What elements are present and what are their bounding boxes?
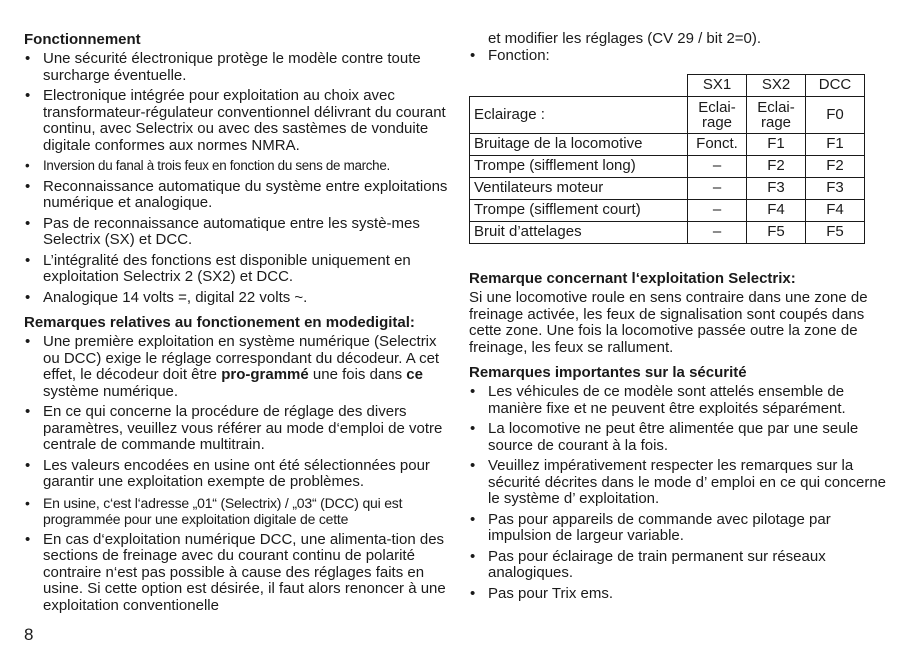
bullet-icon: • [25,403,31,420]
table-cell: F2 [747,156,806,178]
list-item: • L’intégralité des fonctions est disponible uniquement en exploitation Selectrix 2 (SX2) et DCC. [25,251,411,285]
safety-title: Remarques importantes sur la sécurité [469,364,747,381]
table-cell: F3 [747,178,806,200]
table-cell: F5 [806,222,865,244]
left-column [24,31,449,618]
list-item: • Electronique intégrée pour exploitation au choix avec transformateur-régulateur conventionnel délivrant du courant continu, avec Selectrix ou avec des sastèmes de vonduite digitale conformes aux normes NMRA. [25,87,446,154]
table-row [470,156,865,178]
bullet-icon: • [25,50,31,67]
table-cell: Bruit d’attelages [470,222,688,244]
table-row [470,134,865,156]
function-table [469,74,865,244]
bullet-icon: • [25,214,31,232]
continuation-text: et modifier les réglages (CV 29 / bit 2=0). [488,30,762,47]
bullet-icon: • [25,456,31,474]
table-cell: F2 [806,156,865,178]
list-item: • Une première exploitation en système numérique (Selectrix ou DCC) exige le réglage correspondant du décodeur. A cet effet, le décodeur doit être pro-grammé une fois dans ce système numérique. [25,333,440,400]
table-cell: Eclai-rage [747,97,806,134]
table-cell: Eclai-rage [688,97,747,134]
list-item: • Pas pour Trix ems. [470,584,614,602]
bullet-icon: • [25,494,30,511]
table-cell: F1 [806,134,865,156]
safety-list [469,384,889,602]
bullet-icon: • [470,547,476,565]
table-header-cell: DCC [806,75,865,97]
list-item: • Analogique 14 volts =, digital 22 volts ~. [25,288,308,306]
bullet-icon: • [25,333,31,350]
list-item: • En cas d‘exploitation numérique DCC, une alimenta-tion des sections de freinage avec du courant continu de polarité contraire n‘est pas possible à cause des réglages faits en usine. Si cette option est désirée, il faut alors renoncer à une exploitation conventionelle [25,530,446,614]
table-cell: F5 [747,222,806,244]
table-row [470,97,865,134]
table-row [470,200,865,222]
table-header-cell: SX2 [747,75,806,97]
bullet-icon: • [25,288,31,306]
table-row [470,178,865,200]
table-header-cell [470,75,688,97]
section-title-mode-digital: Remarques relatives au fonctionement en modedigital: [24,314,415,331]
bullet-icon: • [470,584,476,602]
table-cell: – [688,200,747,222]
right-column [469,31,889,606]
table-header-row [470,75,865,97]
table-cell: F0 [806,97,865,134]
fonction-list [469,48,889,65]
table-cell: Ventilateurs moteur [470,178,688,200]
bullet-icon: • [25,177,31,195]
table-cell: Eclairage : [470,97,688,134]
list-item: • Pas pour éclairage de train permanent sur réseaux analogiques. [470,547,826,581]
list-item: • Veuillez impérativement respecter les remarques sur la sécurité décrites dans le mode d’ emploi en ce qui concerne le système d’ exploitation. [470,457,886,507]
list-item: • Inversion du fanal à trois feux en fonction du sens de marche. [25,158,390,173]
table-cell: Trompe (sifflement long) [470,156,688,178]
table-cell: Fonct. [688,134,747,156]
table-cell: F4 [747,200,806,222]
selectrix-note-title: Remarque concernant l‘exploitation Selectrix: [469,270,796,287]
list-item: • En ce qui concerne la procédure de réglage des divers paramètres, veuillez vous référer au mode d‘emploi de votre centrale de commande multitrain. [25,403,443,453]
table-cell: – [688,156,747,178]
table-header-cell: SX1 [688,75,747,97]
list-item [469,48,889,65]
bullet-icon: • [470,457,476,474]
table-cell: F4 [806,200,865,222]
table-cell: Bruitage de la locomotive [470,134,688,156]
bullet-icon: • [470,46,476,64]
section-title-fonctionnement: Fonctionnement [24,31,141,48]
table-cell: – [688,178,747,200]
list-item: • En usine, c‘est l‘adresse „01“ (Selectrix) / „03“ (DCC) qui est programmée pour une exploitation digitale de cette [25,494,403,527]
bullet-icon: • [25,251,31,269]
list-item: • Les valeurs encodées en usine ont été sélectionnées pour garantir une exploitation exempte de problèmes. [25,456,430,490]
page-number: 8 [24,625,34,644]
selectrix-note-text: Si une locomotive roule en sens contraire dans une zone de freinage activée, les feux de signalisation sont coupés dans cette zone. Une fois la locomotive passée outre la zone de freinage, les feux se rallument. [469,289,868,356]
bullet-icon: • [470,420,476,437]
bullet-icon: • [470,383,476,400]
bullet-icon: • [25,158,30,173]
fonctionnement-list [24,51,449,306]
mode-digital-list [24,334,449,614]
list-item: • Une sécurité électronique protège le modèle contre toute surcharge éventuelle. [25,50,421,84]
list-item: • La locomotive ne peut être alimentée que par une seule source de courant à la fois. [470,420,859,454]
table-cell: – [688,222,747,244]
list-item: • Reconnaissance automatique du système entre exploitations numérique et analogique. [25,177,448,211]
bullet-icon: • [470,510,476,528]
list-item: • Pas de reconnaissance automatique entre les systè-mes Selectrix (SX) et DCC. [25,214,420,248]
table-cell: F3 [806,178,865,200]
fonction-label: Fonction: [488,46,550,64]
bullet-icon: • [25,530,31,548]
list-item: • Les véhicules de ce modèle sont attelés ensemble de manière fixe et ne peuvent être exploités séparément. [470,383,846,417]
table-cell: F1 [747,134,806,156]
table-row [470,222,865,244]
table-cell: Trompe (sifflement court) [470,200,688,222]
list-item: • Pas pour appareils de commande avec pilotage par impulsion de largeur variable. [470,510,831,544]
bullet-icon: • [25,87,31,104]
